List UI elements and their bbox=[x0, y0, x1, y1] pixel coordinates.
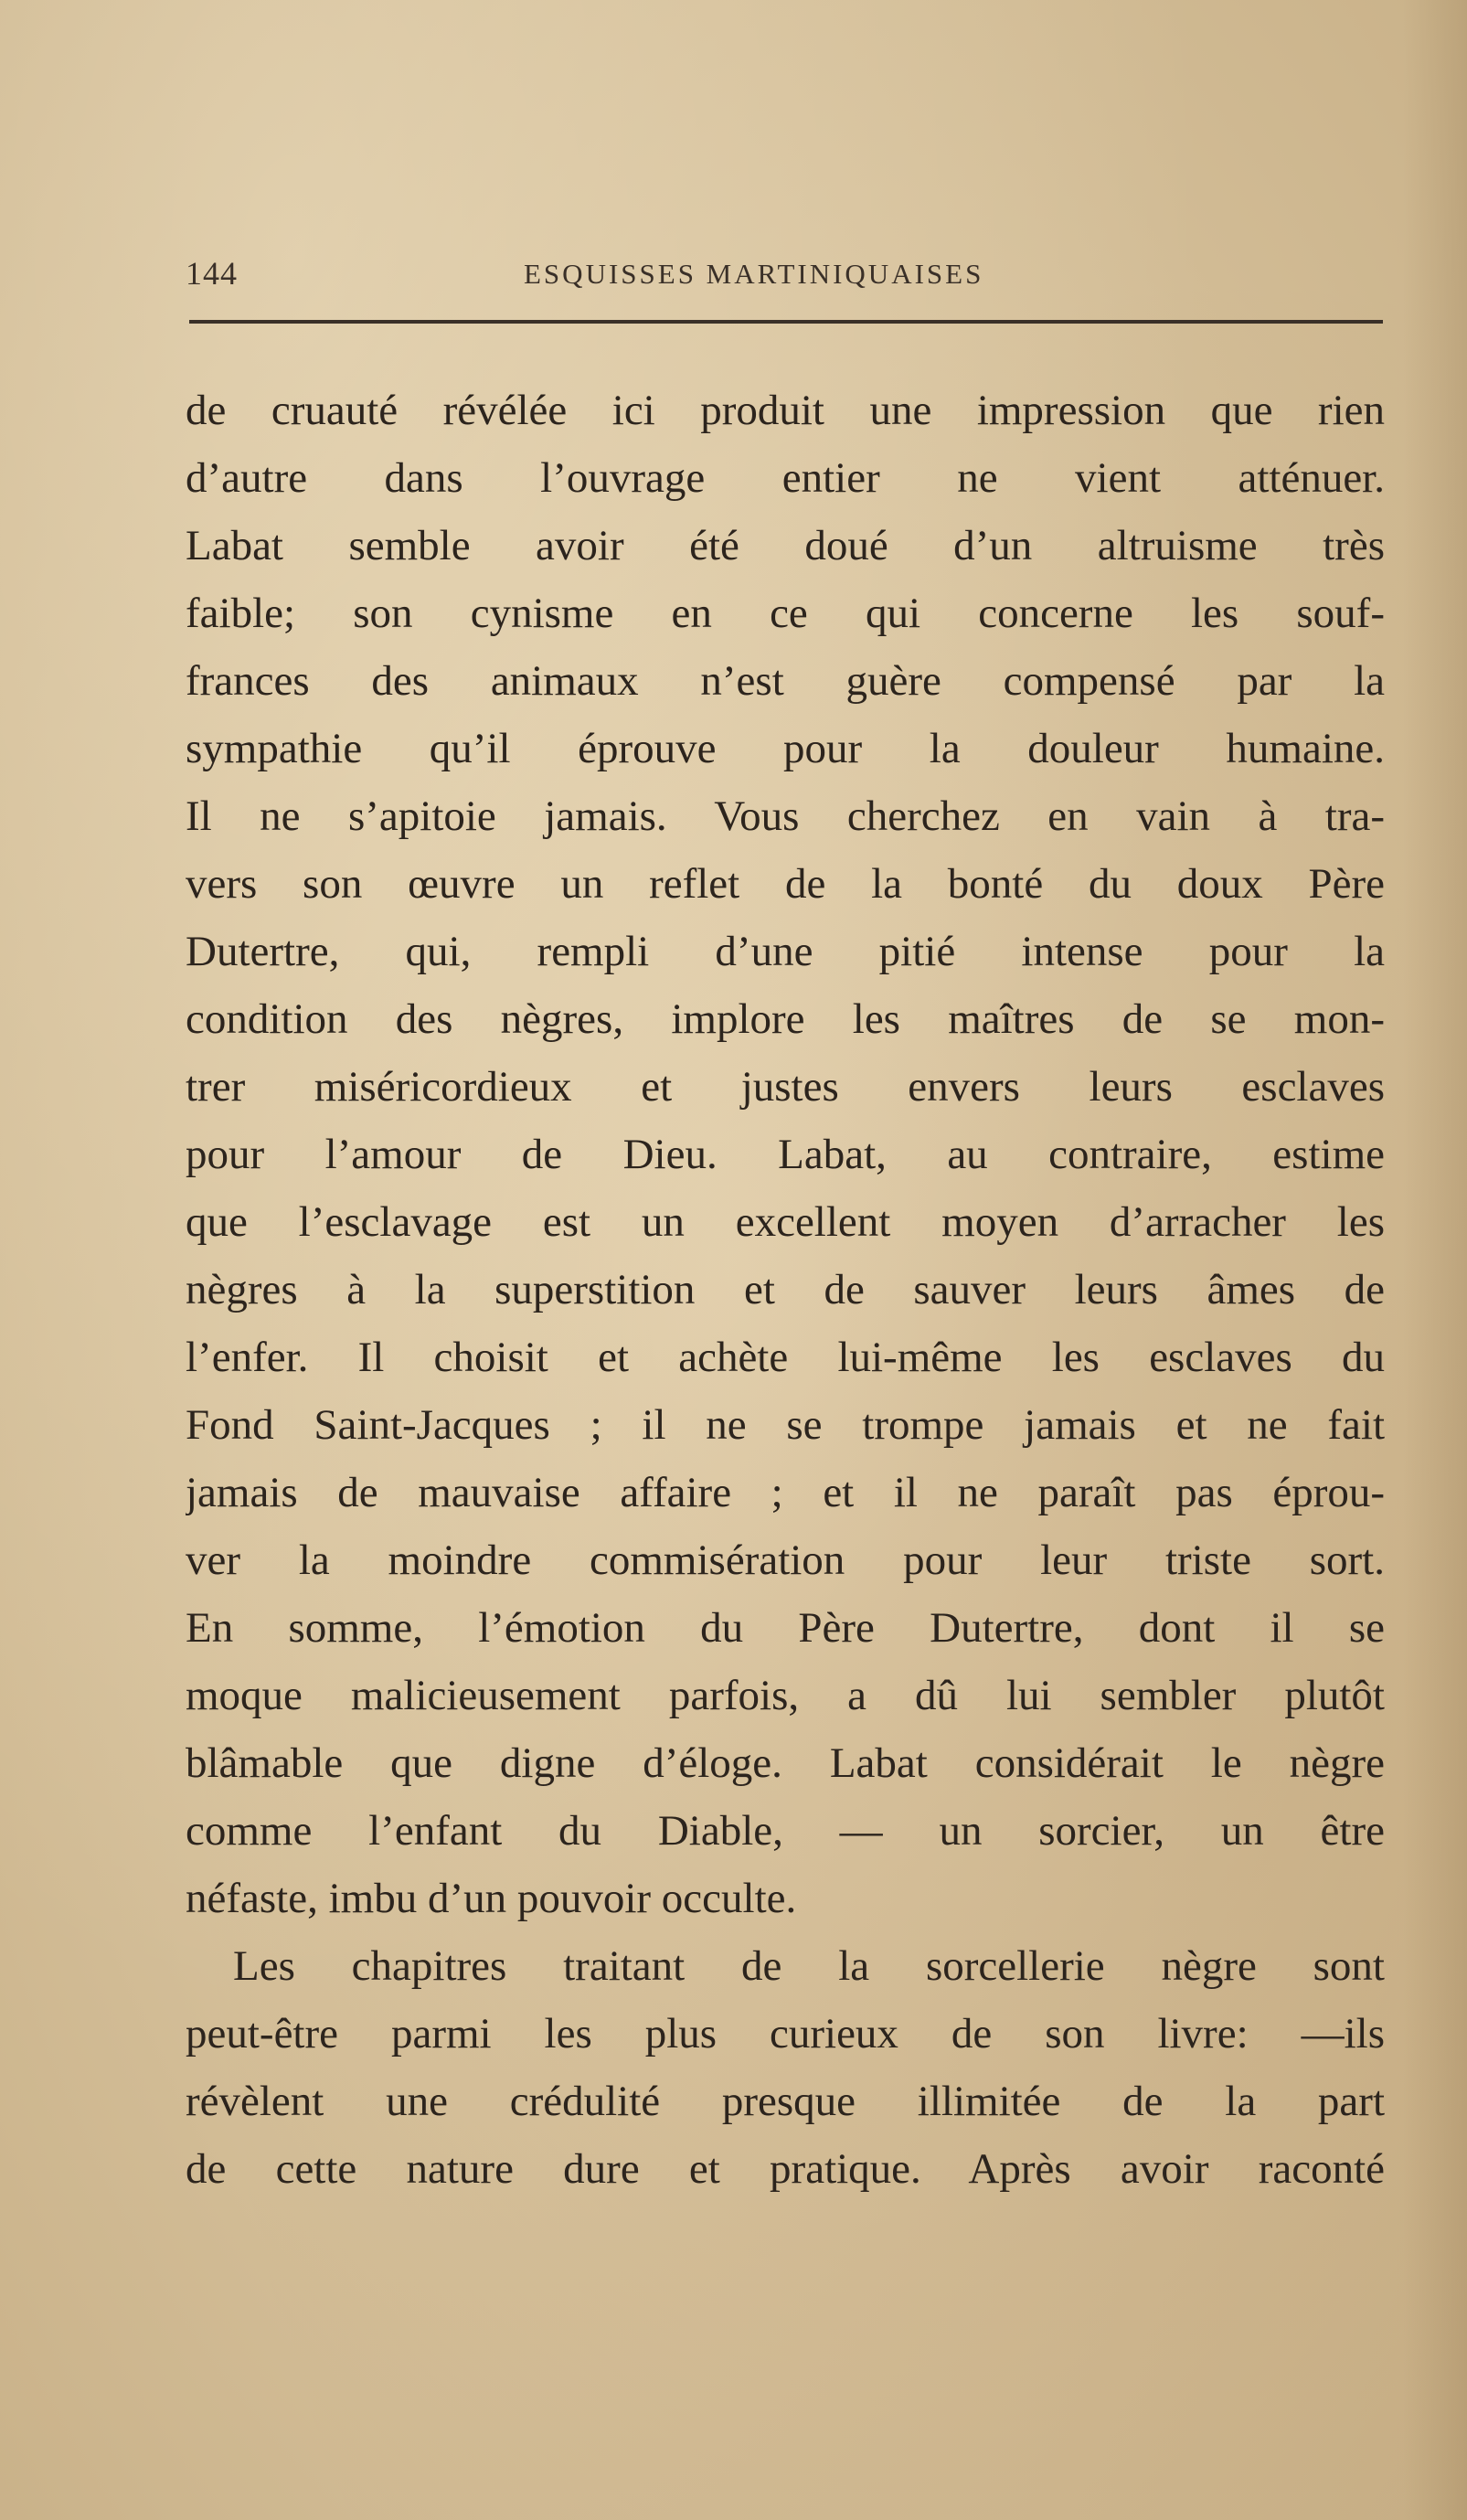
text-line: sympathie qu’il éprouve pour la douleur humaine. bbox=[186, 725, 1385, 772]
text-line: frances des animaux n’est guère compensé par la bbox=[186, 657, 1385, 705]
text-line: Labat semble avoir été doué d’un altruisme très bbox=[186, 522, 1385, 569]
text-line: que l’esclavage est un excellent moyen d’arracher les bbox=[186, 1198, 1385, 1246]
text-line: Dutertre, qui, rempli d’une pitié intense pour la bbox=[186, 928, 1385, 975]
text-line-paragraph-start: Les chapitres traitant de la sorcellerie nègre sont bbox=[233, 1942, 1385, 1990]
running-title: ESQUISSES MARTINIQUAISES bbox=[524, 258, 984, 290]
page-header bbox=[186, 254, 1383, 300]
text-line: condition des nègres, implore les maîtres de se mon- bbox=[186, 995, 1385, 1043]
body-text bbox=[186, 377, 1385, 2203]
text-line: nègres à la superstition et de sauver leurs âmes de bbox=[186, 1266, 1385, 1313]
header-rule bbox=[189, 320, 1383, 324]
text-line: vers son œuvre un reflet de la bonté du doux Père bbox=[186, 860, 1385, 908]
text-line: jamais de mauvaise affaire ; et il ne paraît pas éprou- bbox=[186, 1469, 1385, 1516]
text-line-paragraph-end: néfaste, imbu d’un pouvoir occulte. bbox=[186, 1875, 797, 1922]
text-line: peut-être parmi les plus curieux de son livre: —ils bbox=[186, 2010, 1385, 2057]
text-line: En somme, l’émotion du Père Dutertre, dont il se bbox=[186, 1604, 1385, 1652]
text-line: blâmable que digne d’éloge. Labat considérait le nègre bbox=[186, 1739, 1385, 1787]
text-line: d’autre dans l’ouvrage entier ne vient atténuer. bbox=[186, 454, 1385, 502]
text-line: faible; son cynisme en ce qui concerne les souf- bbox=[186, 590, 1385, 637]
text-line: de cette nature dure et pratique. Après avoir raconté bbox=[186, 2145, 1385, 2193]
text-line: de cruauté révélée ici produit une impression que rien bbox=[186, 387, 1385, 434]
text-line: moque malicieusement parfois, a dû lui sembler plutôt bbox=[186, 1672, 1385, 1719]
text-line: ver la moindre commisération pour leur triste sort. bbox=[186, 1536, 1385, 1584]
text-line: Il ne s’apitoie jamais. Vous cherchez en vain à tra- bbox=[186, 792, 1385, 840]
text-line: l’enfer. Il choisit et achète lui-même les esclaves du bbox=[186, 1334, 1385, 1381]
text-line: pour l’amour de Dieu. Labat, au contraire, estime bbox=[186, 1131, 1385, 1178]
text-line: révèlent une crédulité presque illimitée de la part bbox=[186, 2078, 1385, 2125]
text-line: comme l’enfant du Diable, — un sorcier, un être bbox=[186, 1807, 1385, 1855]
page-number: 144 bbox=[186, 255, 238, 292]
text-line: trer miséricordieux et justes envers leurs esclaves bbox=[186, 1063, 1385, 1111]
page-edge-shadow bbox=[1403, 0, 1467, 2520]
text-line: Fond Saint-Jacques ; il ne se trompe jamais et ne fait bbox=[186, 1401, 1385, 1449]
